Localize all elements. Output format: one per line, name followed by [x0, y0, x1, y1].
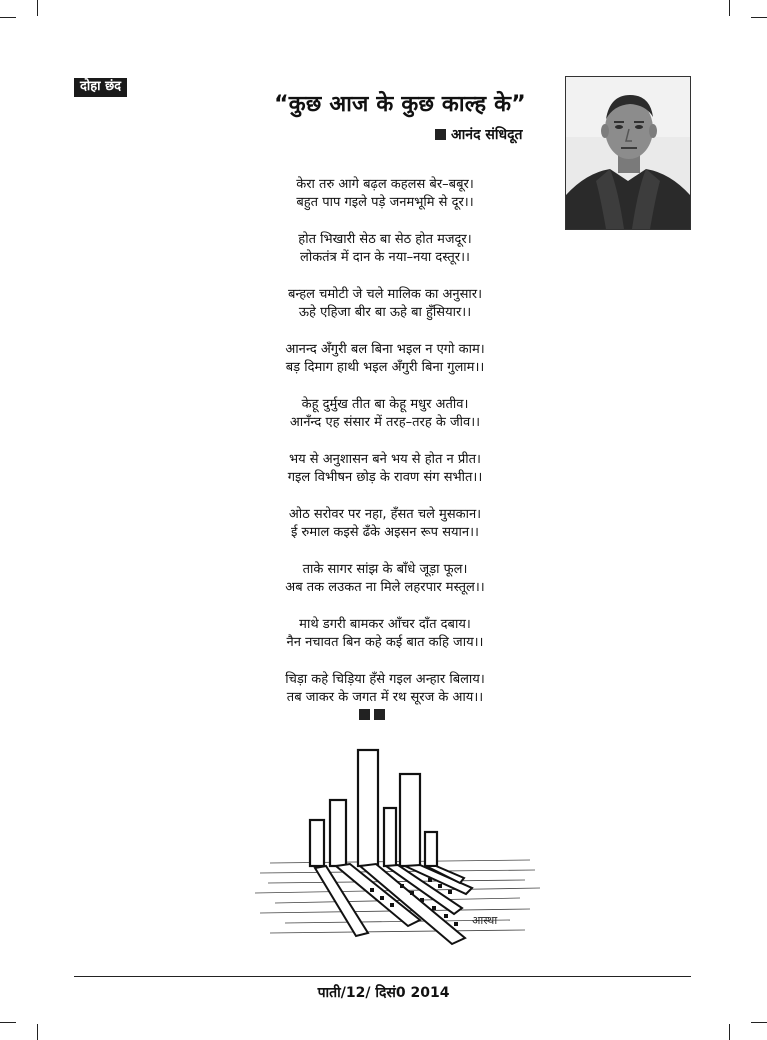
page-footer: पाती/12/ दिसं0 2014 [317, 985, 450, 1001]
poem-line: ऊहे एहिजा बीर बा ऊहे बा हुँसियार।। [298, 305, 472, 320]
poem-line: बड़ दिमाग हाथी भइल अँगुरी बिना गुलाम।। [285, 360, 485, 375]
poem-line: बन्हल चमोटी जे चले मालिक का अनुसार। [287, 287, 483, 302]
crop-mark [751, 17, 767, 18]
crop-mark [0, 17, 16, 18]
poem-stanza [230, 451, 540, 487]
poem-line: केरा तरु आगे बढ़ल कहलस बेर–बबूर। [296, 177, 474, 192]
crop-mark [37, 1024, 38, 1040]
poem-stanza [230, 506, 540, 542]
poem-stanza [230, 396, 540, 432]
square-bullet-icon [359, 709, 370, 720]
poem-line: होत भिखारी सेठ बा सेठ होत मजदूर। [298, 232, 472, 247]
square-bullet-icon [435, 129, 446, 140]
section-tag: दोहा छंद [74, 78, 127, 97]
poem-line: चिड़ा कहे चिड़िया हँसे गइल अन्हार बिलाय। [285, 672, 485, 687]
crop-mark [729, 1024, 730, 1040]
poem-line: नैन नचावत बिन कहे कई बात कहि जाय।। [286, 635, 484, 650]
footer-rule [74, 976, 691, 977]
square-bullet-icon [374, 709, 385, 720]
poem-stanza [230, 671, 540, 707]
poem-line: माथे डगरी बामकर आँचर दाँत दबाय। [299, 617, 471, 632]
poem-stanza [230, 616, 540, 652]
poem-line: केहू दुर्मुख तीत बा केहू मधुर अतीव। [301, 397, 469, 412]
poem [230, 176, 540, 726]
portrait-image [566, 77, 690, 229]
poem-line: आनन्द अँगुरी बल बिना भइल न एगो काम। [285, 342, 485, 357]
author-name: आनंद संधिदूत [451, 127, 523, 143]
poem-line: भय से अनुशासन बने भय से होत न प्रीत। [289, 452, 481, 467]
poem-line: गइल विभीषन छोड़ के रावण संग सभीत।। [287, 470, 483, 485]
poem-stanza [230, 286, 540, 322]
poem-line: ताके सागर सांझ के बाँधे जूड़ा फूल। [302, 562, 468, 577]
poem-line: लोकतंत्र में दान के नया–नया दस्तूर।। [300, 250, 470, 265]
buildings-sketch [240, 728, 548, 976]
crop-mark [729, 0, 730, 16]
crop-mark [751, 1022, 767, 1023]
end-mark [359, 705, 389, 724]
poem-stanza [230, 231, 540, 267]
poem-line: अब तक लउकत ना मिले लहरपार मस्तूल।। [285, 580, 485, 595]
page-title: “कुछ आज के कुछ काल्ह के” [274, 92, 526, 117]
poem-stanza [230, 561, 540, 597]
author-line [435, 125, 523, 144]
crop-mark [37, 0, 38, 16]
illustration [240, 728, 548, 976]
crop-mark [0, 1022, 16, 1023]
sketch-signature: आस्था [472, 914, 498, 927]
poem-line: बहुत पाप गइले पड़े जनमभूमि से दूर।। [296, 195, 474, 210]
poem-line: आनँन्द एह संसार में तरह–तरह के जीव।। [289, 415, 481, 430]
author-photo [565, 76, 691, 230]
poem-stanza [230, 176, 540, 212]
poem-stanza [230, 341, 540, 377]
poem-line: तब जाकर के जगत में रथ सूरज के आय।। [286, 690, 484, 705]
poem-line: ई रुमाल कइसे ढँके अइसन रूप सयान।। [291, 525, 479, 540]
poem-line: ओठ सरोवर पर नहा, हँसत चले मुसकान। [288, 507, 482, 522]
